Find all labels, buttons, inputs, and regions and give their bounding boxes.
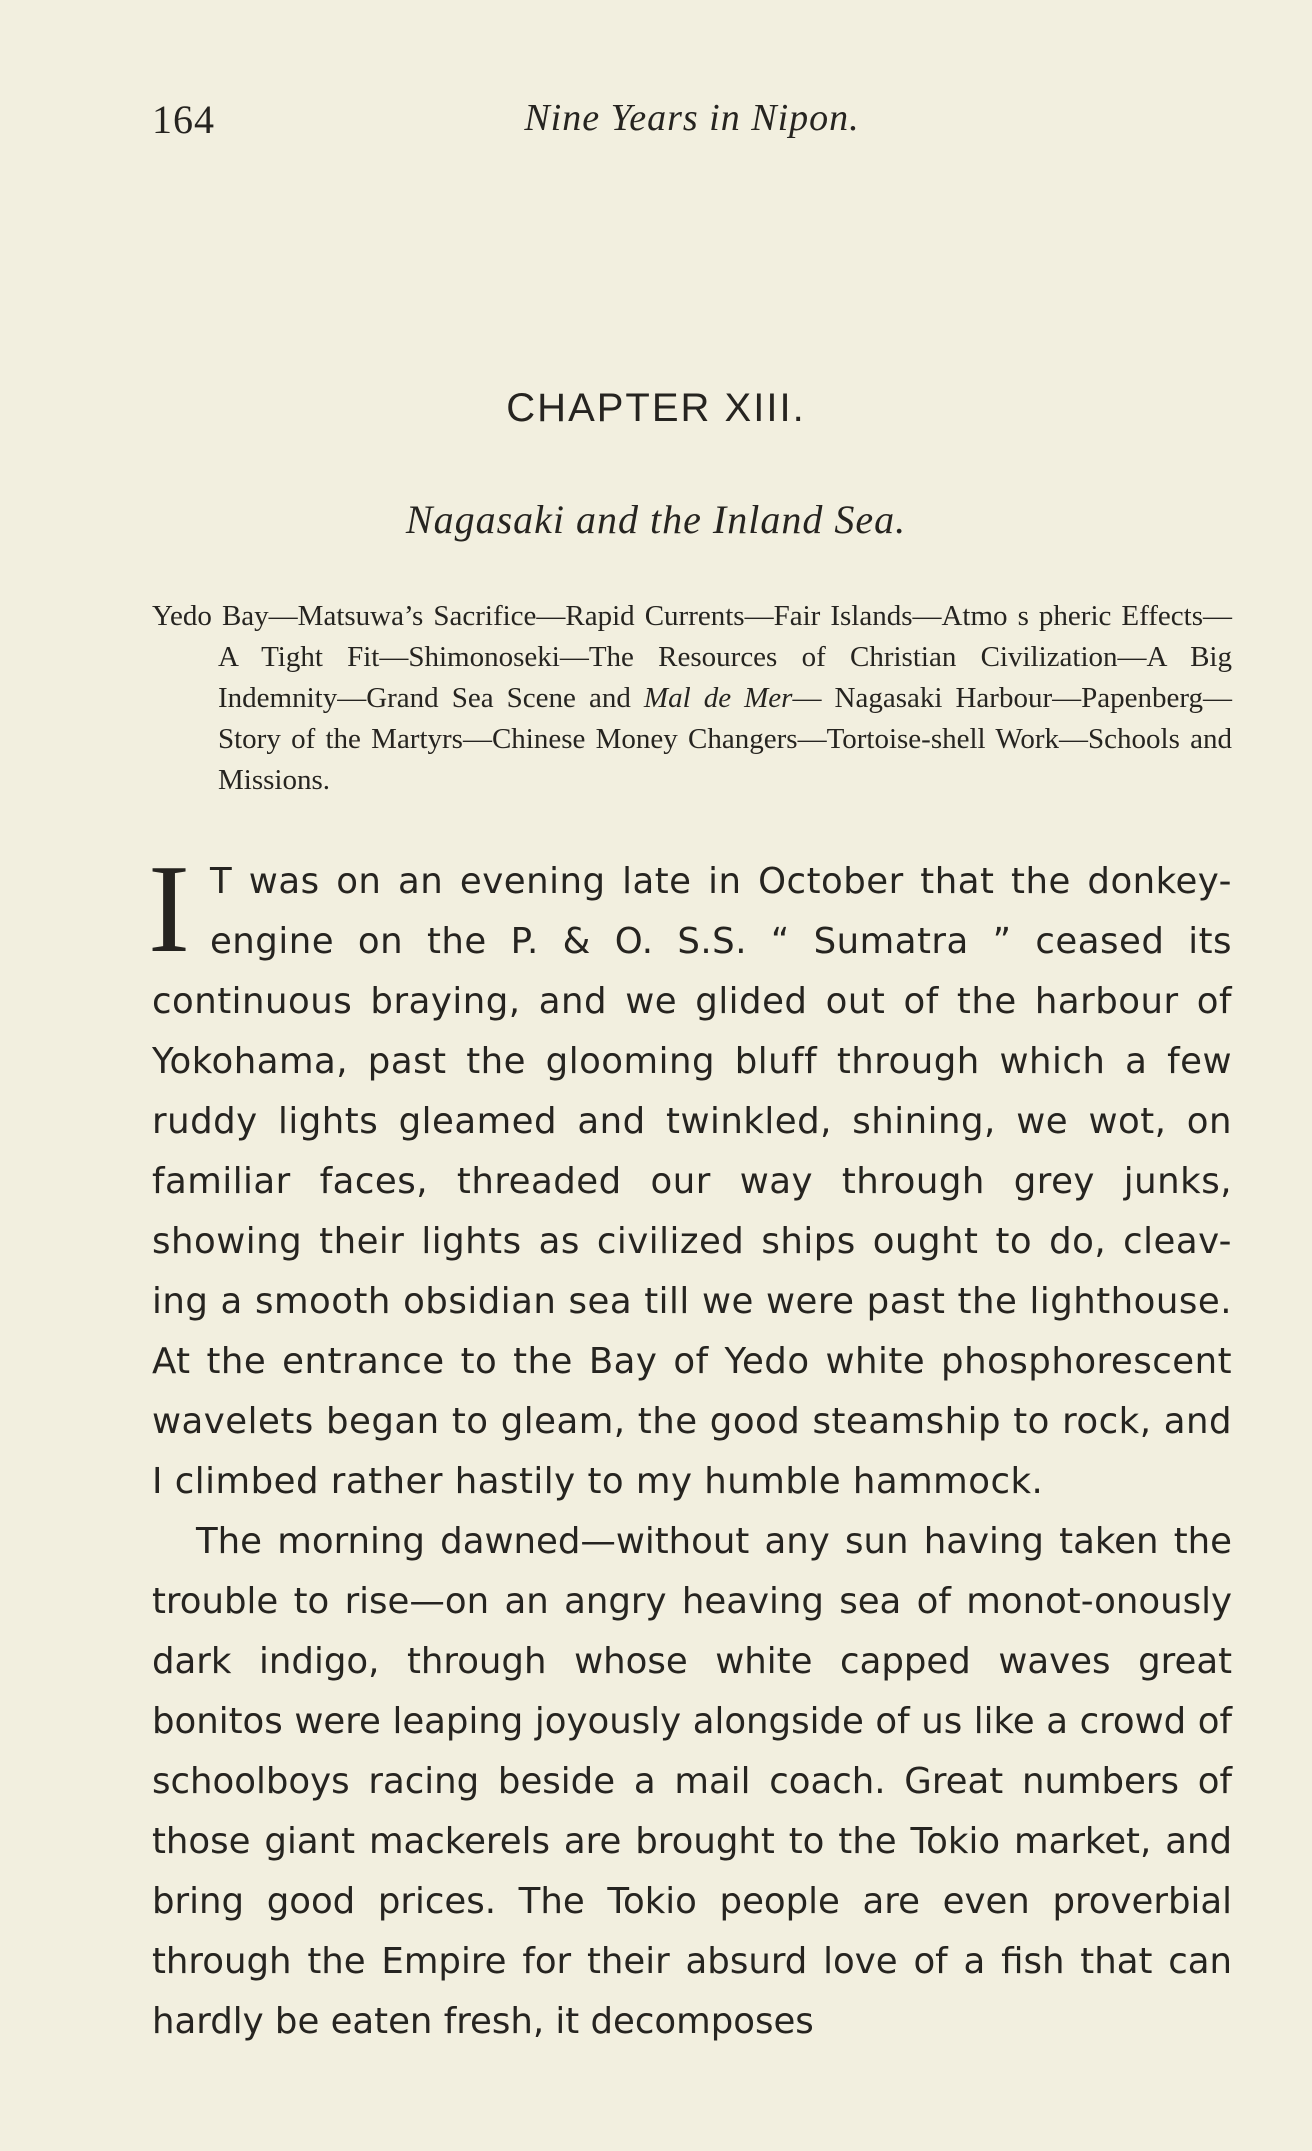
running-title: Nine Years in Nipon. — [524, 97, 860, 139]
running-head — [152, 96, 1232, 146]
synopsis-text: Yedo Bay—Matsuwa’s Sacrifice—Rapid Currents—Fair Islands—Atmo s pheric Effects—A Tight Fit—Shimonoseki—The Resources of Christian Civilization—A Big Indemnity—Grand Sea Scene and — [152, 600, 1232, 714]
body-text — [148, 840, 1232, 2052]
chapter-heading: CHAPTER XIII. — [506, 386, 806, 430]
synopsis-text-end: — Nagasaki Harbour—Papenberg—Story of the Martyrs—Chinese Money Changers—Tortoise-shell Work—Schools and Missions. — [218, 682, 1232, 796]
drop-cap: I — [148, 840, 190, 979]
paragraph-2: The morning dawned—without any sun having taken the trouble to rise—on an angry heaving sea of monot-onously dark indigo, through whose white capped waves great bonitos were leaping joyously alongside of us like a crowd of schoolboys racing beside a mail coach. Great numbers of those giant mackerels are brought to the Tokio market, and bring good prices. The Tokio people are even proverbial through the Empire for their absurd love of a fish that can hardly be eaten fresh, it decomposes — [152, 1521, 1232, 2042]
paragraph-1-text: T was on an evening late in October that the donkey-engine on the P. & O. S.S. “ Sumatra ” ceased its continuous braying, and we glided out of the harbour of Yokohama, past the glooming bluff through which a few ruddy lights gleamed and twinkled, shining, we wot, on familiar faces, threaded our way through grey junks, showing their lights as civilized ships ought to do, cleav-ing a smooth obsidian sea till we were past the lighthouse. At the entrance to the Bay of Yedo white phosphorescent wavelets began to gleam, the good steamship to rock, and I climbed rather hastily to my humble hammock. — [152, 861, 1232, 1502]
chapter-subtitle: Nagasaki and the Inland Sea. — [405, 497, 907, 542]
page-number: 164 — [152, 97, 215, 142]
synopsis-italic-phrase: Mal de Mer — [643, 682, 793, 714]
paragraph-1 — [148, 840, 1232, 1512]
chapter-synopsis — [152, 596, 1232, 801]
